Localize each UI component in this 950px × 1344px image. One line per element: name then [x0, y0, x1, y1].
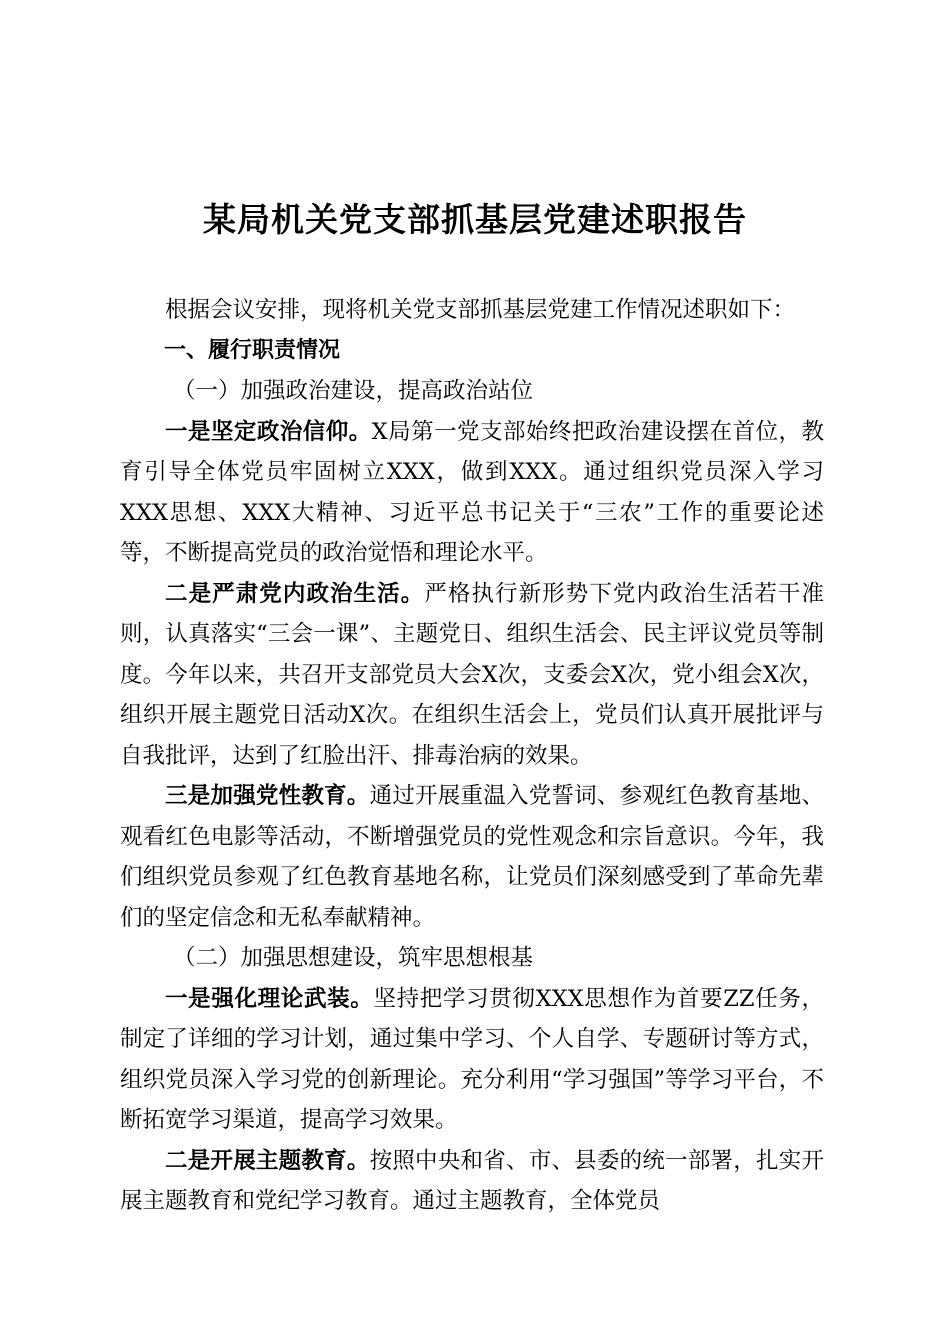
subsection-heading-2: （二）加强思想建设，筑牢思想根基	[173, 945, 534, 971]
paragraph-text: 坚持把学习贯彻XXX思想作为首要ZZ任务，制定了详细的学习计划，通过集中学习、个人自学、专题研讨等方式，组织党员深入学习党的创新理论。充分利用“学习强国”等学习平台，不断拓宽学习渠道，提高学习效果。	[120, 985, 824, 1133]
paragraph-party-education	[120, 776, 824, 938]
paragraph-party-life	[120, 574, 824, 777]
paragraph-lead: 一是强化理论武装。	[165, 985, 374, 1012]
intro-paragraph: 根据会议安排，现将机关党支部抓基层党建工作情况述职如下：	[165, 297, 796, 323]
paragraph-lead: 二是严肃党内政治生活。	[165, 580, 425, 607]
paragraph-theme-education	[120, 1141, 824, 1222]
paragraph-theory-study	[120, 979, 824, 1141]
paragraph-text: 按照中央和省、市、县委的统一部署，扎实开展主题教育和党纪学习教育。通过主题教育，全体党员	[120, 1147, 824, 1214]
section-heading: 一、履行职责情况	[164, 337, 341, 363]
subsection-heading-1: （一）加强政治建设，提高政治站位	[173, 378, 534, 404]
document-body	[120, 290, 824, 1222]
paragraph-political-belief	[120, 412, 824, 574]
paragraph-text: 严格执行新形势下党内政治生活若干准则，认真落实“三会一课”、主题党日、组织生活会、民主评议党员等制度。今年以来，共召开支部党员大会X次，支委会X次，党小组会X次，组织开展主题党日活动X次。在组织生活会上，党员们认真开展批评与自我批评，达到了红脸出汗、排毒治病的效果。	[120, 580, 824, 769]
paragraph-text: 通过开展重温入党誓词、参观红色教育基地、观看红色电影等活动，不断增强党员的党性观念和宗旨意识。今年，我们组织党员参观了红色教育基地名称，让党员们深刻感受到了革命先辈们的坚定信念和无私奉献精神。	[120, 783, 824, 931]
document-title: 某局机关党支部抓基层党建述职报告	[203, 200, 747, 239]
paragraph-lead: 一是坚定政治信仰。	[165, 418, 372, 445]
paragraph-lead: 二是开展主题教育。	[165, 1147, 370, 1174]
paragraph-text: X局第一党支部始终把政治建设摆在首位，教育引导全体党员牢固树立XXX，做到XXX。通过组织党员深入学习XXX思想、XXX大精神、习近平总书记关于“三农”工作的重要论述等，不断提高党员的政治觉悟和理论水平。	[120, 418, 824, 566]
paragraph-lead: 三是加强党性教育。	[165, 783, 370, 809]
